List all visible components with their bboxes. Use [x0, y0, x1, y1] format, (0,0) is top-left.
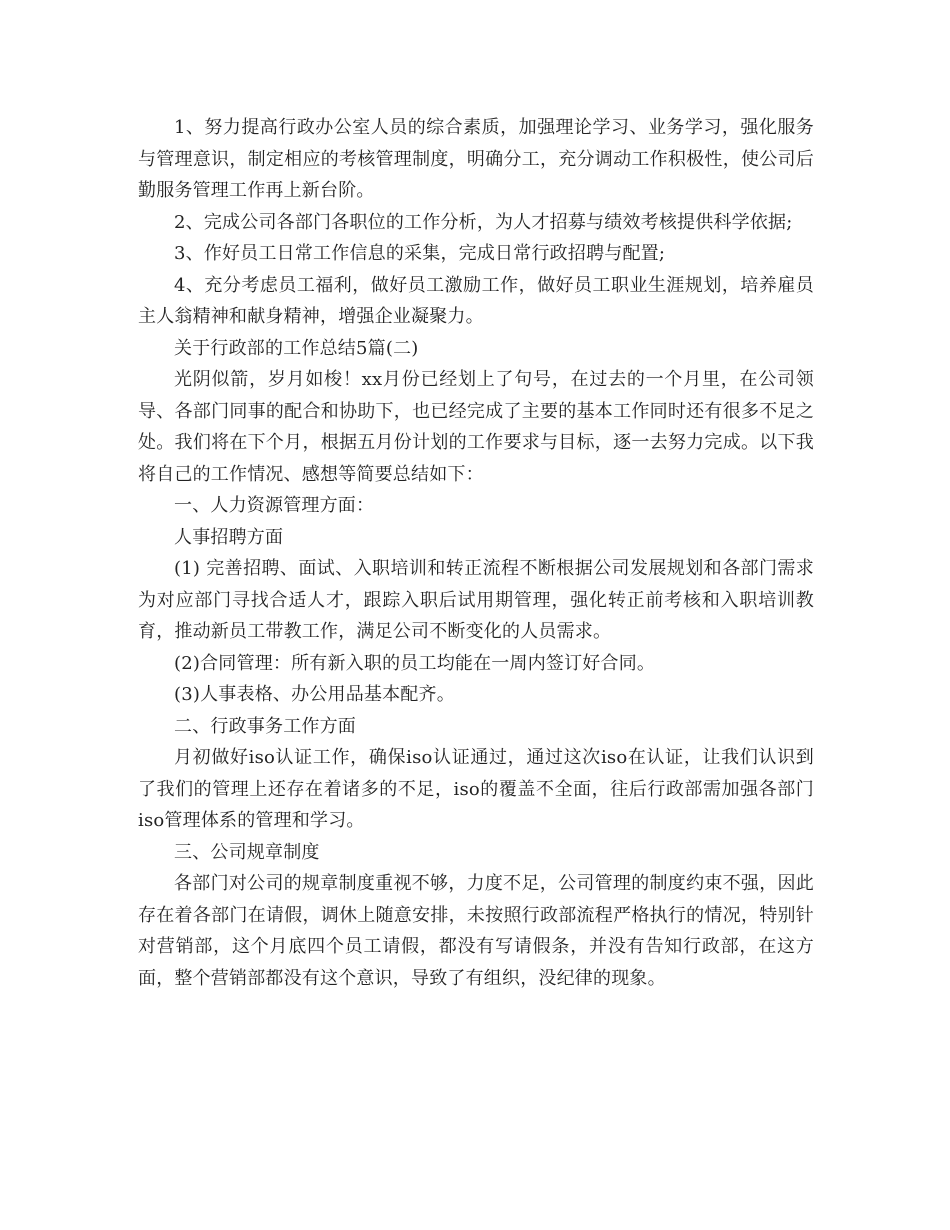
paragraph-iso: 月初做好iso认证工作，确保iso认证通过，通过这次iso在认证，让我们认识到了我们的管理上还存在着诸多的不足，iso的覆盖不全面，往后行政部需加强各部门iso管理体系的管理和学习。	[138, 747, 814, 831]
paragraph-contract-2: (2)合同管理：所有新入职的员工均能在一周内签订好合同。	[174, 652, 656, 674]
paragraph-goal-3: 3、作好员工日常工作信息的采集，完成日常行政招聘与配置;	[174, 243, 666, 264]
subheading-recruitment: 人事招聘方面	[174, 526, 284, 548]
paragraph-intro: 光阴似箭，岁月如梭！xx月份已经划上了句号，在过去的一个月里，在公司领导、各部门同事的配合和协助下，也已经完成了主要的基本工作同时还有很多不足之处。我们将在下个月，根据五月份计划的工作要求与目标，逐一去努力完成。以下我将自己的工作情况、感想等简要总结如下：	[138, 369, 814, 485]
section-heading-part-two: 关于行政部的工作总结5篇(二)	[174, 337, 419, 359]
heading-hr-management: 一、人力资源管理方面：	[174, 495, 375, 516]
paragraph-goal-2: 2、完成公司各部门各职位的工作分析，为人才招募与绩效考核提供科学依据;	[174, 211, 793, 233]
heading-company-rules: 三、公司规章制度	[174, 841, 320, 863]
paragraph-goal-4: 4、充分考虑员工福利，做好员工激励工作，做好员工职业生涯规划，培养雇员主人翁精神和献身精神，增强企业凝聚力。	[138, 274, 814, 327]
paragraph-rules: 各部门对公司的规章制度重视不够，力度不足，公司管理的制度约束不强，因此存在着各部门在请假，调休上随意安排，未按照行政部流程严格执行的情况，特别针对营销部，这个月底四个员工请假，都没有写请假条，并没有告知行政部，在这方面，整个营销部都没有这个意识，导致了有组织，没纪律的现象。	[138, 873, 814, 989]
paragraph-goal-1: 1、努力提高行政办公室人员的综合素质，加强理论学习、业务学习，强化服务与管理意识，制定相应的考核管理制度，明确分工，充分调动工作积极性，使公司后勤服务管理工作再上新台阶。	[138, 117, 814, 201]
paragraph-recruitment-1: (1) 完善招聘、面试、入职培训和转正流程不断根据公司发展规划和各部门需求为对应部门寻找合适人才，跟踪入职后试用期管理，强化转正前考核和入职培训教育，推动新员工带教工作，满足公司不断变化的人员需求。	[138, 558, 814, 642]
document-body	[138, 112, 814, 994]
heading-admin-affairs: 二、行政事务工作方面	[174, 715, 356, 737]
paragraph-forms-3: (3)人事表格、办公用品基本配齐。	[174, 684, 455, 705]
